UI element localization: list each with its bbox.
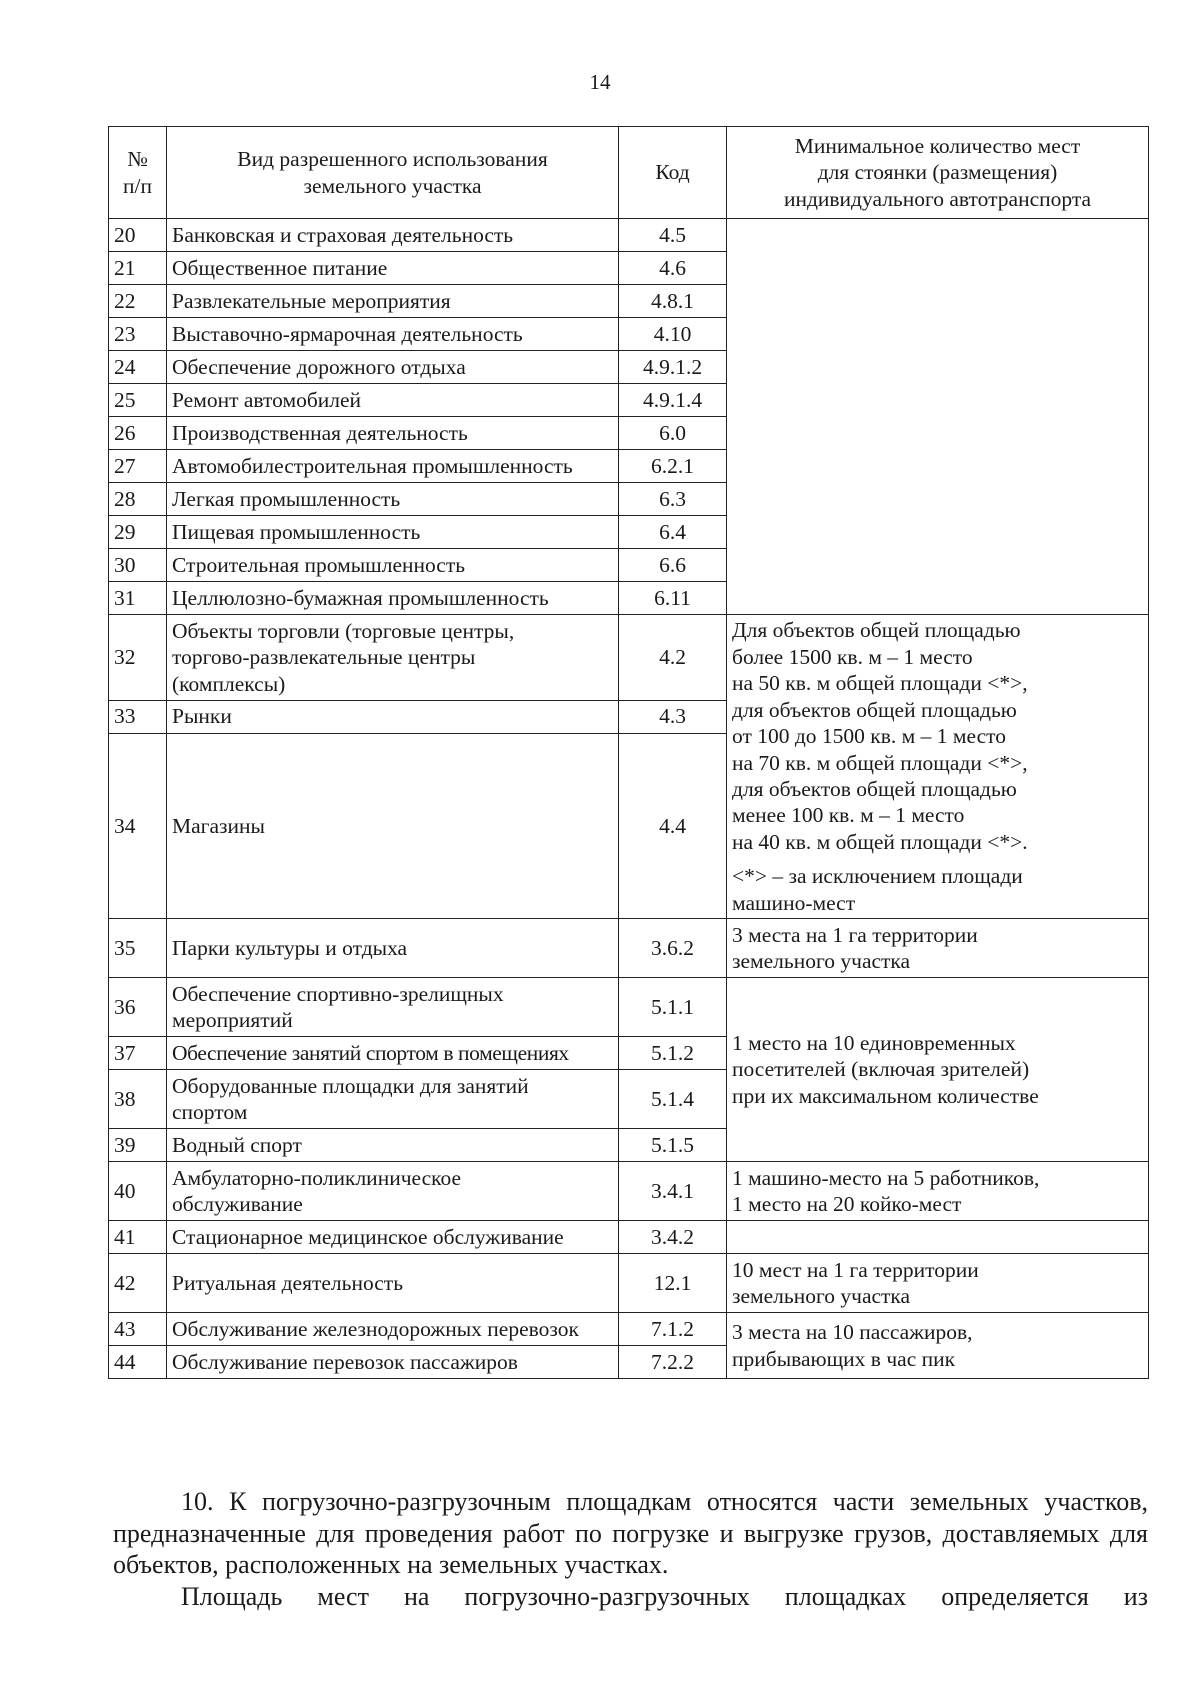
row-num: 30 [109,549,167,582]
row-num: 24 [109,351,167,384]
row-code: 6.4 [619,516,727,549]
row-num: 41 [109,1221,167,1254]
row-name: Стационарное медицинское обслуживание [167,1221,619,1254]
row-num: 35 [109,919,167,978]
row-code: 3.6.2 [619,919,727,978]
row-num: 40 [109,1162,167,1221]
header-num: № п/п [109,127,167,219]
norm-trade-footnote: <*> – за исключением площади машино-мест [732,864,1023,915]
row-code: 5.1.2 [619,1037,727,1070]
row-name: Рынки [167,700,619,733]
row-num: 22 [109,285,167,318]
row-code: 4.6 [619,252,727,285]
row-name: Общественное питание [167,252,619,285]
row-code: 5.1.4 [619,1070,727,1129]
row-num: 25 [109,384,167,417]
norm-trade [727,615,1149,919]
row-name: Банковская и страховая деятельность [167,219,619,252]
row-code: 12.1 [619,1254,727,1313]
row-name: Оборудованные площадки для занятий спортом [167,1070,619,1129]
row-code: 4.10 [619,318,727,351]
table-row [109,615,1149,700]
row-code: 6.0 [619,417,727,450]
table-header-row [109,127,1149,219]
row-code: 6.6 [619,549,727,582]
row-code: 6.11 [619,582,727,615]
row-code: 7.1.2 [619,1313,727,1346]
norm-cell-empty [727,219,1149,615]
row-name: Обеспечение спортивно-зрелищных мероприятий [167,978,619,1037]
body-text [113,1486,1148,1613]
row-code: 5.1.5 [619,1129,727,1162]
row-num: 39 [109,1129,167,1162]
row-code: 4.9.1.4 [619,384,727,417]
row-code: 5.1.1 [619,978,727,1037]
table-row [109,1313,1149,1346]
table-row [109,219,1149,252]
row-name: Целлюлозно-бумажная промышленность [167,582,619,615]
row-code: 3.4.2 [619,1221,727,1254]
page-number: 14 [589,70,611,94]
table-row [109,1254,1149,1313]
header-norm: Минимальное количество мест для стоянки (размещения) индивидуального автотранспорта [727,127,1149,219]
row-code: 6.3 [619,483,727,516]
norm-trade-text: Для объектов общей площадью более 1500 кв. м – 1 место на 50 кв. м общей площади <*>, для объектов общей площадью от 100 до 1500 кв. м – 1 место на 70 кв. м общей площади <*>, для объектов общей площадью менее 100 кв. м – 1 место на 40 кв. м общей площади <*>. [732,618,1028,854]
table-row [109,919,1149,978]
row-num: 34 [109,733,167,919]
row-num: 29 [109,516,167,549]
table-row [109,1221,1149,1254]
norm-sport: 1 место на 10 единовременных посетителей (включая зрителей) при их максимальном количестве [727,978,1149,1162]
row-name: Ремонт автомобилей [167,384,619,417]
row-code: 4.8.1 [619,285,727,318]
row-num: 26 [109,417,167,450]
row-num: 23 [109,318,167,351]
row-name: Обслуживание железнодорожных перевозок [167,1313,619,1346]
row-num: 36 [109,978,167,1037]
paragraph-continuation: Площадь мест на погрузочно-разгрузочных площадках определяется из [181,1582,1148,1612]
row-num: 44 [109,1346,167,1379]
row-name: Легкая промышленность [167,483,619,516]
norm-parks: 3 места на 1 га территории земельного участка [727,919,1149,978]
row-name: Автомобилестроительная промышленность [167,450,619,483]
norm-ritual: 10 мест на 1 га территории земельного участка [727,1254,1149,1313]
row-name: Ритуальная деятельность [167,1254,619,1313]
row-num: 33 [109,700,167,733]
row-num: 31 [109,582,167,615]
row-name: Объекты торговли (торговые центры, торгово-развлекательные центры (комплексы) [167,615,619,700]
row-name: Производственная деятельность [167,417,619,450]
header-code: Код [619,127,727,219]
row-code: 4.5 [619,219,727,252]
row-name: Пищевая промышленность [167,516,619,549]
row-name: Водный спорт [167,1129,619,1162]
row-name: Обеспечение занятий спортом в помещениях [167,1037,619,1070]
paragraph-10: 10. К погрузочно-разгрузочным площадкам относятся части земельных участков, предназначенные для проведения работ по погрузке и выгрузке грузов, доставляемых для объектов, расположенных на земельных участках. [113,1487,1148,1580]
row-num: 42 [109,1254,167,1313]
row-name: Амбулаторно-поликлиническое обслуживание [167,1162,619,1221]
row-code: 4.2 [619,615,727,700]
row-name: Выставочно-ярмарочная деятельность [167,318,619,351]
row-num: 32 [109,615,167,700]
norm-transport: 3 места на 10 пассажиров, прибывающих в час пик [727,1313,1149,1379]
row-code: 4.4 [619,733,727,919]
row-num: 43 [109,1313,167,1346]
norm-cell-empty [727,1221,1149,1254]
row-code: 4.9.1.2 [619,351,727,384]
row-name: Строительная промышленность [167,549,619,582]
row-num: 21 [109,252,167,285]
row-code: 4.3 [619,700,727,733]
row-name: Обеспечение дорожного отдыха [167,351,619,384]
table-row [109,1162,1149,1221]
norm-medical: 1 машино-место на 5 работников, 1 место на 20 койко-мест [727,1162,1149,1221]
row-name: Обслуживание перевозок пассажиров [167,1346,619,1379]
header-name: Вид разрешенного использования земельного участка [167,127,619,219]
row-num: 37 [109,1037,167,1070]
row-num: 38 [109,1070,167,1129]
row-name: Развлекательные мероприятия [167,285,619,318]
row-name: Магазины [167,733,619,919]
row-code: 7.2.2 [619,1346,727,1379]
parking-norms-table [108,126,1149,1379]
row-num: 20 [109,219,167,252]
row-name: Парки культуры и отдыха [167,919,619,978]
table-row [109,978,1149,1037]
row-code: 3.4.1 [619,1162,727,1221]
row-num: 28 [109,483,167,516]
row-code: 6.2.1 [619,450,727,483]
row-num: 27 [109,450,167,483]
